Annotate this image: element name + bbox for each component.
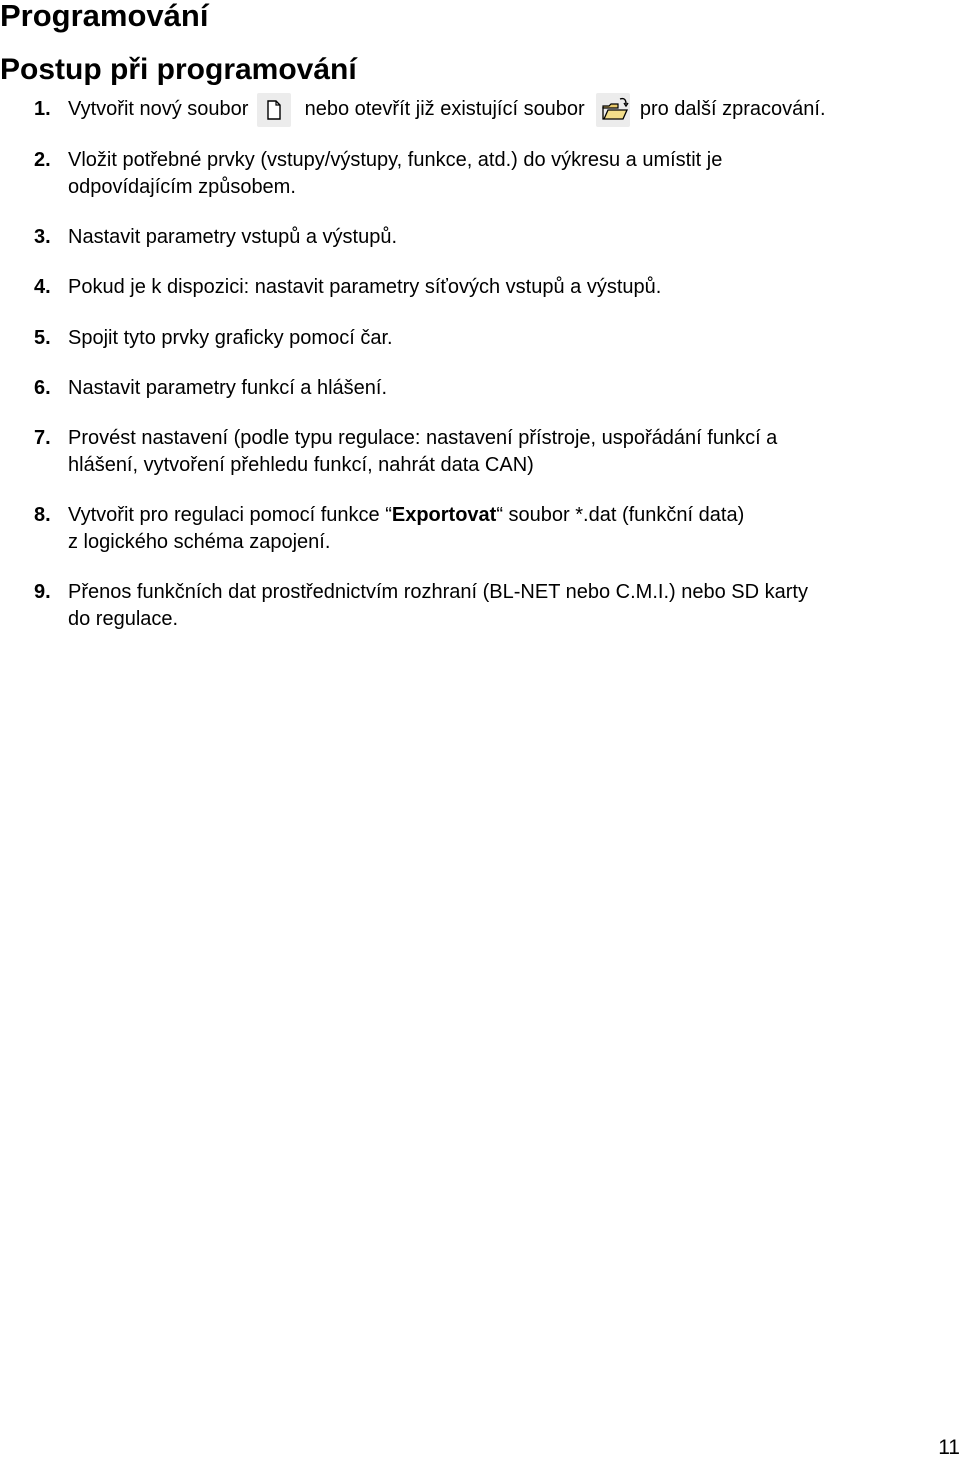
export-function-name: Exportovat [391, 504, 497, 526]
step-9 [0, 579, 930, 633]
step-number: 8. [34, 504, 51, 526]
step-text: Pokud je k dispozici: nastavit parametry síťových vstupů a výstupů. [68, 276, 662, 298]
step-1 [0, 96, 930, 123]
step-text: hlášení, vytvoření přehledu funkcí, nahrát data CAN) [68, 454, 534, 476]
step-text: Nastavit parametry vstupů a výstupů. [68, 226, 398, 248]
step-text: Vytvořit nový soubor [68, 98, 249, 120]
step-number: 6. [34, 377, 51, 399]
step-4 [0, 274, 930, 301]
new-file-icon[interactable] [257, 93, 291, 127]
step-text: Vložit potřebné prvky (vstupy/výstupy, funkce, atd.) do výkresu a umístit je [68, 149, 723, 171]
step-number: 2. [34, 149, 51, 171]
step-text: Provést nastavení (podle typu regulace: nastavení přístroje, uspořádání funkcí a [68, 427, 778, 449]
step-text: Nastavit parametry funkcí a hlášení. [68, 377, 388, 399]
step-number: 1. [34, 98, 51, 120]
step-number: 4. [34, 276, 51, 298]
page-number: 11 [938, 1436, 960, 1459]
step-text: soubor *.dat (funkční data) [503, 504, 745, 526]
step-text: Přenos funkčních dat prostřednictvím rozhraní (BL-NET nebo C.M.I.) nebo SD karty [68, 581, 808, 603]
step-3 [0, 224, 930, 251]
step-text: z logického schéma zapojení. [68, 531, 331, 553]
close-quote: “ [496, 504, 503, 526]
step-number: 7. [34, 427, 51, 449]
step-6 [0, 375, 930, 402]
step-8 [0, 502, 930, 556]
step-text: odpovídajícím způsobem. [68, 176, 296, 198]
step-7 [0, 425, 930, 479]
step-text: Vytvořit pro regulaci pomocí funkce [68, 504, 386, 526]
section-heading: Postup při programování [0, 53, 357, 86]
step-text: pro další zpracování. [639, 98, 826, 120]
page-heading: Programování [0, 0, 209, 33]
step-number: 5. [34, 327, 51, 349]
step-2 [0, 147, 930, 201]
step-number: 9. [34, 581, 51, 603]
open-folder-icon[interactable] [596, 93, 630, 127]
step-5 [0, 325, 930, 352]
step-number: 3. [34, 226, 51, 248]
step-text: Spojit tyto prvky graficky pomocí čar. [68, 327, 393, 349]
open-quote: “ [385, 504, 392, 526]
step-text: do regulace. [68, 608, 179, 630]
step-text: nebo otevřít již existující soubor [304, 98, 585, 120]
